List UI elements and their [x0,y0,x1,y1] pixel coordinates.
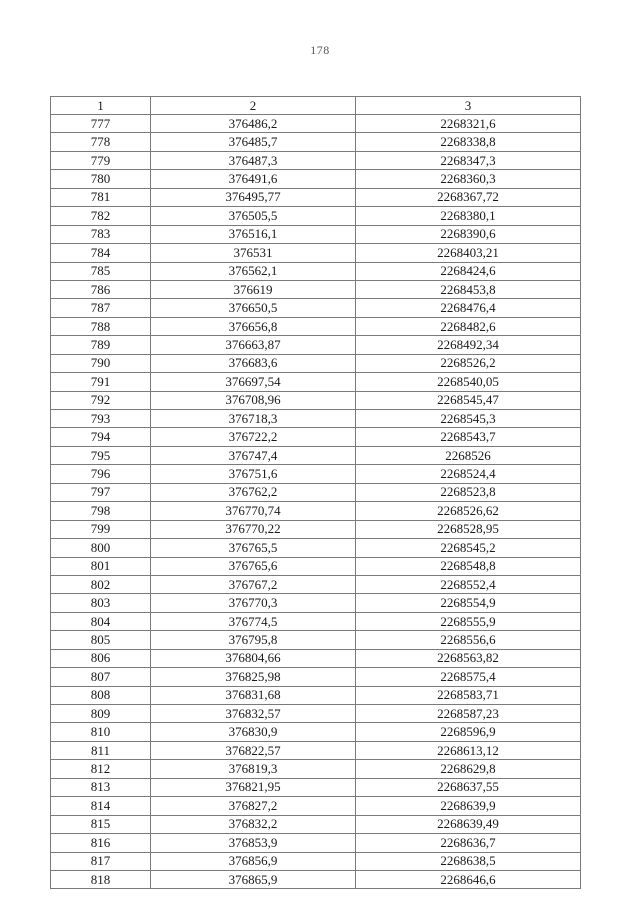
point-number-cell: 799 [51,520,151,538]
x-coordinate-cell: 376822,57 [151,741,356,759]
y-coordinate-cell: 2268639,9 [356,797,581,815]
y-coordinate-cell: 2268524,4 [356,465,581,483]
x-coordinate-cell: 376516,1 [151,225,356,243]
column-header-2: 2 [151,97,356,115]
x-coordinate-cell: 376683,6 [151,354,356,372]
y-coordinate-cell: 2268563,82 [356,649,581,667]
y-coordinate-cell: 2268545,3 [356,410,581,428]
point-number-cell: 782 [51,207,151,225]
table-row [51,133,581,151]
table-row [51,520,581,538]
point-number-cell: 805 [51,631,151,649]
page-number: 178 [310,43,330,57]
table-row [51,502,581,520]
point-number-cell: 787 [51,299,151,317]
y-coordinate-cell: 2268639,49 [356,815,581,833]
table-row [51,317,581,335]
y-coordinate-cell: 2268347,3 [356,151,581,169]
point-number-cell: 780 [51,170,151,188]
table-row [51,760,581,778]
y-coordinate-cell: 2268523,8 [356,483,581,501]
table-row [51,539,581,557]
y-coordinate-cell: 2268596,9 [356,723,581,741]
point-number-cell: 802 [51,575,151,593]
x-coordinate-cell: 376505,5 [151,207,356,225]
x-coordinate-cell: 376770,22 [151,520,356,538]
table-row [51,225,581,243]
y-coordinate-cell: 2268613,12 [356,741,581,759]
x-coordinate-cell: 376825,98 [151,668,356,686]
y-coordinate-cell: 2268587,23 [356,705,581,723]
x-coordinate-cell: 376832,2 [151,815,356,833]
y-coordinate-cell: 2268528,95 [356,520,581,538]
table-row [51,575,581,593]
x-coordinate-cell: 376856,9 [151,852,356,870]
table-row [51,336,581,354]
x-coordinate-cell: 376751,6 [151,465,356,483]
point-number-cell: 792 [51,391,151,409]
table-row [51,170,581,188]
point-number-cell: 794 [51,428,151,446]
y-coordinate-cell: 2268526,62 [356,502,581,520]
table-row [51,870,581,888]
x-coordinate-cell: 376830,9 [151,723,356,741]
table-row [51,115,581,133]
y-coordinate-cell: 2268545,47 [356,391,581,409]
y-coordinate-cell: 2268367,72 [356,188,581,206]
y-coordinate-cell: 2268637,55 [356,778,581,796]
point-number-cell: 811 [51,741,151,759]
x-coordinate-cell: 376486,2 [151,115,356,133]
y-coordinate-cell: 2268476,4 [356,299,581,317]
table-row [51,428,581,446]
table-row [51,207,581,225]
y-coordinate-cell: 2268638,5 [356,852,581,870]
x-coordinate-cell: 376697,54 [151,373,356,391]
x-coordinate-cell: 376819,3 [151,760,356,778]
table-row [51,741,581,759]
x-coordinate-cell: 376619 [151,280,356,298]
table-row [51,244,581,262]
table-row [51,631,581,649]
x-coordinate-cell: 376821,95 [151,778,356,796]
table-row [51,686,581,704]
point-number-cell: 783 [51,225,151,243]
x-coordinate-cell: 376650,5 [151,299,356,317]
point-number-cell: 793 [51,410,151,428]
point-number-cell: 781 [51,188,151,206]
point-number-cell: 808 [51,686,151,704]
point-number-cell: 817 [51,852,151,870]
y-coordinate-cell: 2268424,6 [356,262,581,280]
y-coordinate-cell: 2268526 [356,446,581,464]
point-number-cell: 778 [51,133,151,151]
table-row [51,280,581,298]
table-row [51,778,581,796]
table-row [51,612,581,630]
point-number-cell: 789 [51,336,151,354]
point-number-cell: 786 [51,280,151,298]
point-number-cell: 814 [51,797,151,815]
x-coordinate-cell: 376491,6 [151,170,356,188]
y-coordinate-cell: 2268575,4 [356,668,581,686]
x-coordinate-cell: 376487,3 [151,151,356,169]
x-coordinate-cell: 376827,2 [151,797,356,815]
x-coordinate-cell: 376765,5 [151,539,356,557]
y-coordinate-cell: 2268646,6 [356,870,581,888]
point-number-cell: 790 [51,354,151,372]
point-number-cell: 797 [51,483,151,501]
y-coordinate-cell: 2268526,2 [356,354,581,372]
y-coordinate-cell: 2268403,21 [356,244,581,262]
table-row [51,723,581,741]
x-coordinate-cell: 376831,68 [151,686,356,704]
point-number-cell: 816 [51,834,151,852]
table-row [51,668,581,686]
point-number-cell: 795 [51,446,151,464]
point-number-cell: 806 [51,649,151,667]
y-coordinate-cell: 2268556,6 [356,631,581,649]
x-coordinate-cell: 376485,7 [151,133,356,151]
x-coordinate-cell: 376853,9 [151,834,356,852]
table-row [51,151,581,169]
table-row [51,465,581,483]
y-coordinate-cell: 2268390,6 [356,225,581,243]
point-number-cell: 803 [51,594,151,612]
x-coordinate-cell: 376774,5 [151,612,356,630]
y-coordinate-cell: 2268629,8 [356,760,581,778]
y-coordinate-cell: 2268543,7 [356,428,581,446]
x-coordinate-cell: 376663,87 [151,336,356,354]
table-row [51,705,581,723]
y-coordinate-cell: 2268548,8 [356,557,581,575]
y-coordinate-cell: 2268492,34 [356,336,581,354]
point-number-cell: 800 [51,539,151,557]
y-coordinate-cell: 2268453,8 [356,280,581,298]
point-number-cell: 796 [51,465,151,483]
table-row [51,649,581,667]
table-row [51,557,581,575]
point-number-cell: 801 [51,557,151,575]
table-row [51,834,581,852]
point-number-cell: 784 [51,244,151,262]
point-number-cell: 813 [51,778,151,796]
x-coordinate-cell: 376722,2 [151,428,356,446]
column-header-3: 3 [356,97,581,115]
x-coordinate-cell: 376832,57 [151,705,356,723]
x-coordinate-cell: 376770,74 [151,502,356,520]
table-row [51,188,581,206]
y-coordinate-cell: 2268555,9 [356,612,581,630]
table-row [51,354,581,372]
y-coordinate-cell: 2268545,2 [356,539,581,557]
y-coordinate-cell: 2268482,6 [356,317,581,335]
y-coordinate-cell: 2268636,7 [356,834,581,852]
table-row [51,410,581,428]
point-number-cell: 791 [51,373,151,391]
table-row [51,391,581,409]
table-row [51,299,581,317]
point-number-cell: 804 [51,612,151,630]
column-header-1: 1 [51,97,151,115]
y-coordinate-cell: 2268321,6 [356,115,581,133]
point-number-cell: 818 [51,870,151,888]
x-coordinate-cell: 376767,2 [151,575,356,593]
table-row [51,852,581,870]
table-row [51,262,581,280]
point-number-cell: 807 [51,668,151,686]
x-coordinate-cell: 376495,77 [151,188,356,206]
table-header-row [51,97,581,115]
table-row [51,594,581,612]
x-coordinate-cell: 376765,6 [151,557,356,575]
point-number-cell: 815 [51,815,151,833]
point-number-cell: 777 [51,115,151,133]
y-coordinate-cell: 2268583,71 [356,686,581,704]
point-number-cell: 798 [51,502,151,520]
point-number-cell: 810 [51,723,151,741]
x-coordinate-cell: 376795,8 [151,631,356,649]
x-coordinate-cell: 376562,1 [151,262,356,280]
table-row [51,446,581,464]
x-coordinate-cell: 376762,2 [151,483,356,501]
x-coordinate-cell: 376656,8 [151,317,356,335]
x-coordinate-cell: 376718,3 [151,410,356,428]
x-coordinate-cell: 376708,96 [151,391,356,409]
point-number-cell: 812 [51,760,151,778]
point-number-cell: 785 [51,262,151,280]
y-coordinate-cell: 2268338,8 [356,133,581,151]
point-number-cell: 788 [51,317,151,335]
table-row [51,483,581,501]
y-coordinate-cell: 2268540,05 [356,373,581,391]
table-row [51,797,581,815]
table-row [51,815,581,833]
table-body [51,115,581,889]
coordinates-table [50,96,581,889]
x-coordinate-cell: 376804,66 [151,649,356,667]
y-coordinate-cell: 2268552,4 [356,575,581,593]
x-coordinate-cell: 376531 [151,244,356,262]
x-coordinate-cell: 376747,4 [151,446,356,464]
table-row [51,373,581,391]
point-number-cell: 779 [51,151,151,169]
point-number-cell: 809 [51,705,151,723]
x-coordinate-cell: 376770,3 [151,594,356,612]
y-coordinate-cell: 2268554,9 [356,594,581,612]
x-coordinate-cell: 376865,9 [151,870,356,888]
y-coordinate-cell: 2268360,3 [356,170,581,188]
y-coordinate-cell: 2268380,1 [356,207,581,225]
